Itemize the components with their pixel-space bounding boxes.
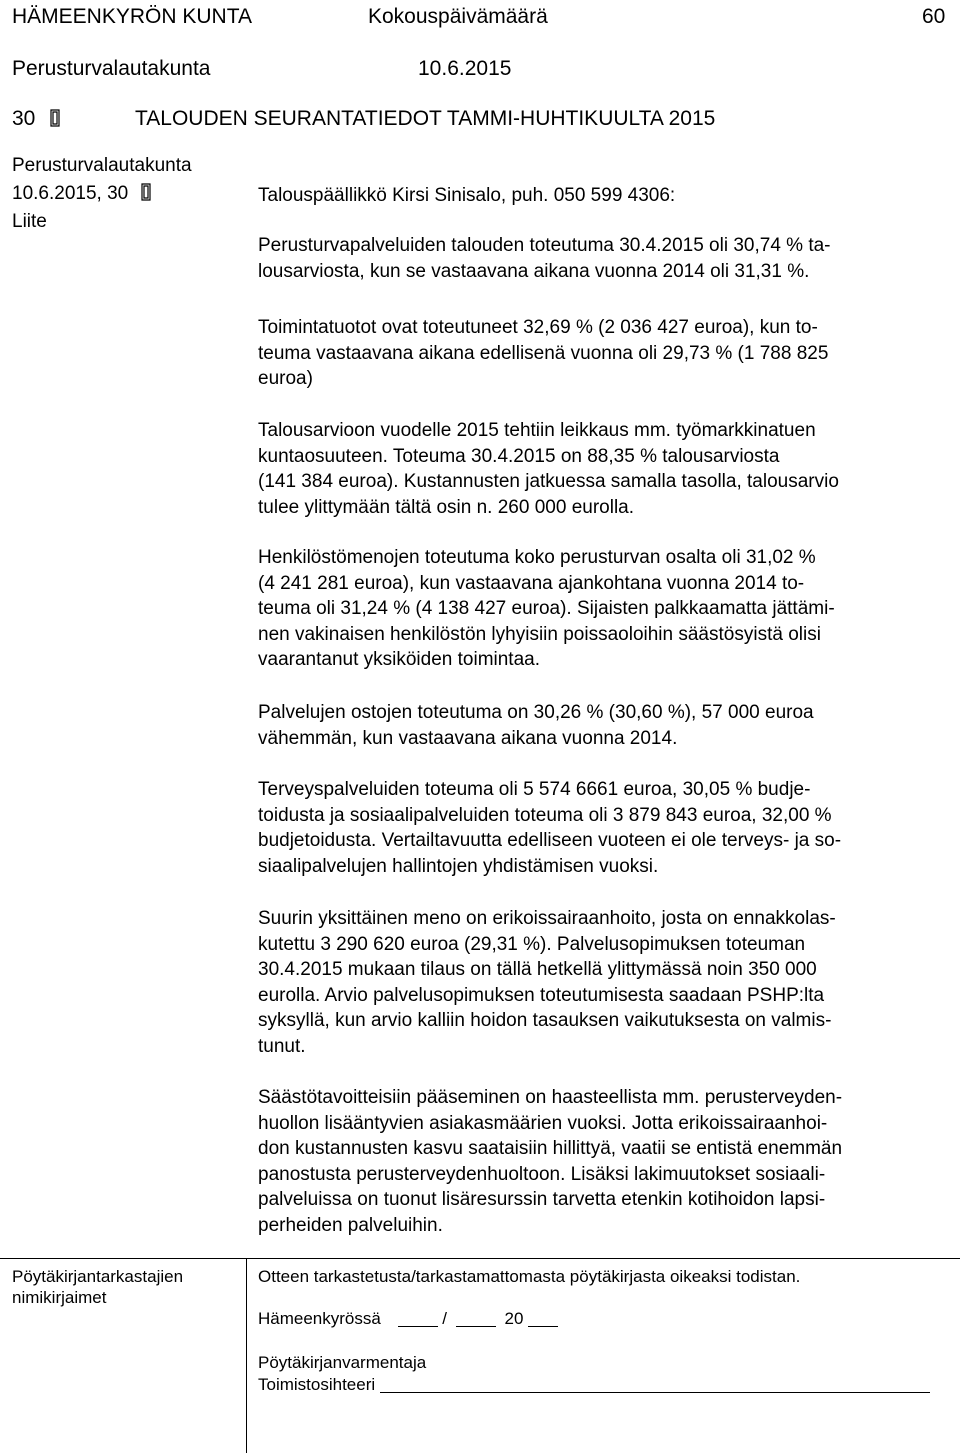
- footer-verifier-title: Pöytäkirjanvarmentaja: [258, 1353, 427, 1372]
- section-mark-icon: [49, 108, 61, 126]
- section-title: TALOUDEN SEURANTATIEDOT TAMMI-HUHTIKUULTA 2015: [135, 107, 716, 130]
- footer-verifier-line: [258, 1374, 930, 1395]
- paragraph-6: Terveyspalveluiden toteuma oli 5 574 6661 euroa, 30,05 % budje- toidusta ja sosiaalipalveluiden toteuma oli 3 879 843 euroa, 32,00 % budjetoidusta. Vertailtavuutta edelliseen vuoteen ei ole terveys- ja so- siaalipalvelujen hallintojen yhdistämisen vuoksi.: [258, 779, 842, 877]
- sidebar-committee: Perusturvalautakunta: [12, 155, 192, 176]
- footer-verifier-name: Toimistosihteeri: [258, 1375, 376, 1394]
- footer-signers-label: Pöytäkirjantarkastajien nimikirjaimet: [12, 1267, 184, 1307]
- header-doc-type: Kokouspäivämäärä: [368, 5, 548, 28]
- month-blank-field[interactable]: [456, 1308, 496, 1327]
- footer-place: Hämeenkyrössä: [258, 1309, 381, 1328]
- paragraph-3: Talousarvioon vuodelle 2015 tehtiin leikkaus mm. työmarkkinatuen kuntaosuuteen. Toteuma 30.4.2015 on 88,35 % talousarviosta (141 384 euroa). Kustannusten jatkuessa samalla tasolla, talousarvio tulee ylittymään tältä osin n. 260 000 eurolla.: [258, 420, 839, 518]
- year-blank-field[interactable]: [528, 1308, 558, 1327]
- paragraph-7: Suurin yksittäinen meno on erikoissairaanhoito, josta on ennakkolas- kutettu 3 290 620 euroa (29,31 %). Palvelusopimuksen toteuman 30.4.2015 mukaan tilaus on tällä hetkellä ylittymässä noin 350 000 eurolla. Arvio palvelusopimuksen toteutumisesta saadaan PSHP:lta syksyllä, kun arvio kalliin hoidon tasauksen vaikutuksesta on valmis- tunut.: [258, 908, 836, 1057]
- paragraph-5: Palvelujen ostojen toteutuma on 30,26 % (30,60 %), 57 000 euroa vähemmän, kun vastaavana aikana vuonna 2014.: [258, 702, 814, 749]
- sidebar-attachment: Liite: [12, 211, 47, 232]
- signature-blank-field[interactable]: [380, 1374, 930, 1393]
- section-number-row: [12, 106, 61, 132]
- day-blank-field[interactable]: [398, 1308, 438, 1327]
- header-date: 10.6.2015: [418, 57, 512, 80]
- footer-slash: /: [442, 1309, 448, 1328]
- header-committee: Perusturvalautakunta: [12, 57, 211, 80]
- footer-certification: Otteen tarkastetusta/tarkastamattomasta pöytäkirjasta oikeaksi todistan.: [258, 1267, 801, 1286]
- footer-column-divider: [246, 1258, 247, 1453]
- preparer-line: Talouspäällikkö Kirsi Sinisalo, puh. 050 599 4306:: [258, 185, 676, 206]
- section-mark-icon: [140, 183, 152, 201]
- paragraph-4: Henkilöstömenojen toteutuma koko perusturvan osalta oli 31,02 % (4 241 281 euroa), kun vastaavana ajankohtana vuonna 2014 to- teuma oli 31,24 % (4 138 427 euroa). Sijaisten palkkaamatta jättämi- nen vakinaisen henkilöstön lyhyisiin poissaoloihin säästösyistä olisi vaarantanut yksiköiden toimintaa.: [258, 547, 835, 670]
- footer-year-prefix: 20: [504, 1309, 524, 1328]
- sidebar-ref: 10.6.2015, 30: [12, 183, 129, 204]
- footer-divider: [0, 1258, 960, 1259]
- header-municipality: HÄMEENKYRÖN KUNTA: [12, 5, 252, 28]
- paragraph-8: Säästötavoitteisiin pääseminen on haasteellista mm. perusterveyden- huollon lisääntyvien asiakasmäärien vuoksi. Jotta erikoissairaanhoi- don kustannusten kasvu saataisiin hillittyä, vaatii se entistä enemmän panostusta perusterveydenhuoltoon. Lisäksi lakimuutokset sosiaali- palveluissa on tuonut lisäresurssin tarvetta etenkin kotihoidon lapsi- perheiden palveluihin.: [258, 1087, 843, 1236]
- section-number: 30: [12, 107, 36, 130]
- header-page-number: 60: [922, 5, 946, 28]
- paragraph-2: Toimintatuotot ovat toteutuneet 32,69 % (2 036 427 euroa), kun to- teuma vastaavana aikana edellisenä vuonna oli 29,73 % (1 788 825 euroa): [258, 317, 829, 389]
- paragraph-1: Perusturvapalveluiden talouden toteutuma 30.4.2015 oli 30,74 % ta- lousarviosta, kun se vastaavana aikana vuonna 2014 oli 31,31 %.: [258, 235, 831, 282]
- sidebar-ref-row: [12, 183, 152, 205]
- footer-place-date-line: [258, 1308, 558, 1329]
